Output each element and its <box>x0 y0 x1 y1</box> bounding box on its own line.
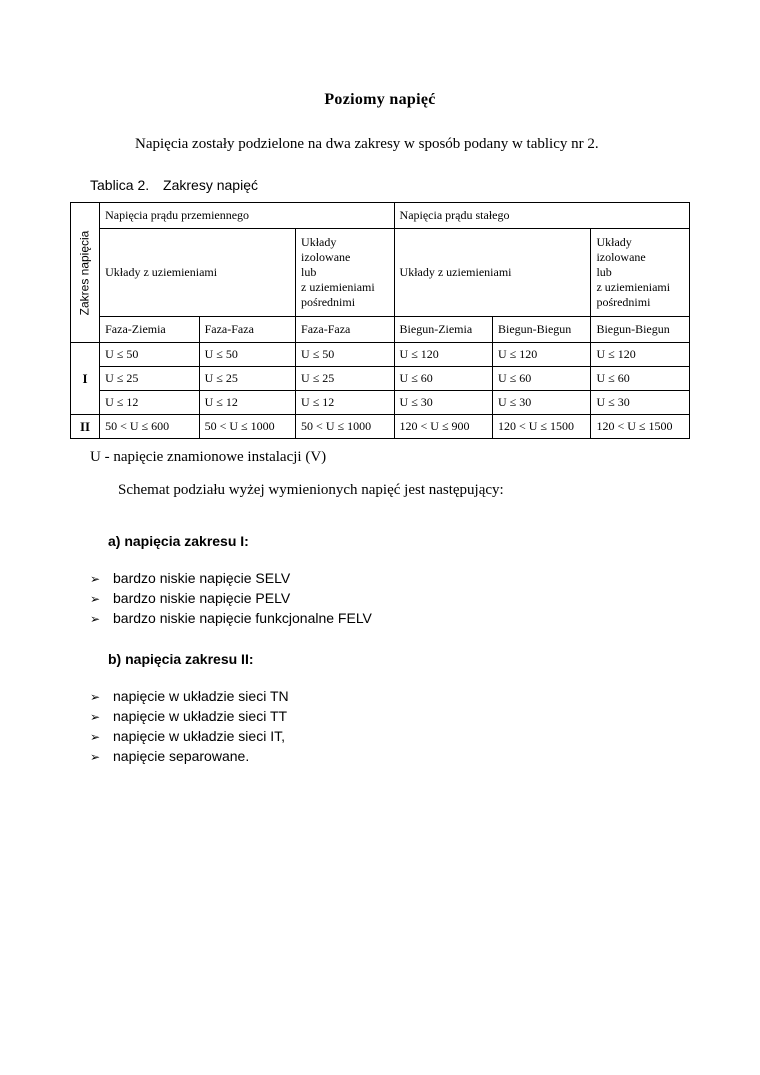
table-cell: U ≤ 30 <box>492 391 590 415</box>
table-cell: U ≤ 30 <box>394 391 492 415</box>
table-cell: U ≤ 120 <box>492 343 590 367</box>
list-item <box>90 706 289 726</box>
column-header: Biegun-Ziemia <box>394 317 492 343</box>
range-side-header <box>71 203 100 343</box>
list-item-text: bardzo niskie napięcie funkcjonalne FELV <box>113 610 372 626</box>
table-cell: U ≤ 25 <box>199 367 295 391</box>
ac-isolated-line: pośrednimi <box>301 295 356 309</box>
schema-paragraph: Schemat podziału wyżej wymienionych napięć jest następujący: <box>118 482 504 498</box>
arrowhead-bullet-icon: ➢ <box>90 750 101 764</box>
ac-isolated-line: z uziemieniami <box>301 280 375 294</box>
list-item-text: bardzo niskie napięcie PELV <box>113 590 291 606</box>
arrowhead-bullet-icon: ➢ <box>90 730 101 744</box>
list-item-text: napięcie w układzie sieci TN <box>113 688 289 704</box>
voltage-ranges-table <box>70 202 690 439</box>
dc-isolated-line: lub <box>596 265 612 279</box>
arrowhead-bullet-icon: ➢ <box>90 612 101 626</box>
range-side-header-label: Zakres napięcia <box>77 230 92 315</box>
column-header: Biegun-Biegun <box>492 317 590 343</box>
column-header: Faza-Ziemia <box>100 317 199 343</box>
list-item <box>90 686 289 706</box>
list-item <box>90 588 372 608</box>
table-cell: U ≤ 120 <box>591 343 690 367</box>
table-cell: U ≤ 60 <box>591 367 690 391</box>
table-cell: U ≤ 12 <box>296 391 394 415</box>
list-item-text: bardzo niskie napięcie SELV <box>113 570 291 586</box>
table-cell: U ≤ 12 <box>100 391 199 415</box>
table-cell: U ≤ 60 <box>492 367 590 391</box>
table-caption-text: Zakresy napięć <box>163 177 258 193</box>
page-title: Poziomy napięć <box>324 91 436 108</box>
table-cell: U ≤ 120 <box>394 343 492 367</box>
table-cell: U ≤ 60 <box>394 367 492 391</box>
dc-isolated-line: pośrednimi <box>596 295 651 309</box>
list-item <box>90 608 372 628</box>
table-cell: U ≤ 25 <box>296 367 394 391</box>
section-a-heading: a) napięcia zakresu I: <box>108 533 249 549</box>
list-item-text: napięcie w układzie sieci TT <box>113 708 288 724</box>
column-header: Faza-Faza <box>296 317 394 343</box>
dc-header: Napięcia prądu stałego <box>394 203 689 229</box>
ac-header: Napięcia prądu przemiennego <box>100 203 394 229</box>
dc-grounded-header: Układy z uziemieniami <box>394 229 591 317</box>
table-cell: 120 < U ≤ 900 <box>394 415 492 439</box>
list-item <box>90 726 289 746</box>
column-header: Faza-Faza <box>199 317 295 343</box>
table-number: Tablica 2. <box>90 177 150 193</box>
range-I-label: I <box>71 343 100 415</box>
table-legend: U - napięcie znamionowe instalacji (V) <box>90 449 327 465</box>
column-header: Biegun-Biegun <box>591 317 690 343</box>
table-cell: 120 < U ≤ 1500 <box>492 415 590 439</box>
table-cell: U ≤ 50 <box>296 343 394 367</box>
ac-isolated-line: izolowane <box>301 250 351 264</box>
section-b-list <box>90 686 289 766</box>
ac-grounded-header: Układy z uziemieniami <box>100 229 296 317</box>
table-caption <box>90 177 258 193</box>
table-cell: U ≤ 25 <box>100 367 199 391</box>
table-cell: 50 < U ≤ 1000 <box>296 415 394 439</box>
list-item-text: napięcie w układzie sieci IT, <box>113 728 285 744</box>
arrowhead-bullet-icon: ➢ <box>90 710 101 724</box>
ac-isolated-line: lub <box>301 265 317 279</box>
section-b-heading: b) napięcia zakresu II: <box>108 651 254 667</box>
range-II-label: II <box>71 415 100 439</box>
dc-isolated-line: Układy <box>596 235 632 249</box>
table-cell: 120 < U ≤ 1500 <box>591 415 690 439</box>
arrowhead-bullet-icon: ➢ <box>90 592 101 606</box>
table-cell: U ≤ 12 <box>199 391 295 415</box>
table-cell: 50 < U ≤ 600 <box>100 415 199 439</box>
ac-isolated-header <box>296 229 394 317</box>
dc-isolated-line: z uziemieniami <box>596 280 671 294</box>
ac-isolated-line: Układy <box>301 235 337 249</box>
table-cell: U ≤ 30 <box>591 391 690 415</box>
table-cell: 50 < U ≤ 1000 <box>199 415 295 439</box>
list-item <box>90 568 372 588</box>
section-a-list <box>90 568 372 628</box>
intro-paragraph: Napięcia zostały podzielone na dwa zakresy w sposób podany w tablicy nr 2. <box>135 136 599 152</box>
table-cell: U ≤ 50 <box>199 343 295 367</box>
arrowhead-bullet-icon: ➢ <box>90 572 101 586</box>
table-cell: U ≤ 50 <box>100 343 199 367</box>
list-item-text: napięcie separowane. <box>113 748 250 764</box>
dc-isolated-line: izolowane <box>596 250 646 264</box>
arrowhead-bullet-icon: ➢ <box>90 690 101 704</box>
dc-isolated-header <box>591 229 690 317</box>
list-item <box>90 746 289 766</box>
